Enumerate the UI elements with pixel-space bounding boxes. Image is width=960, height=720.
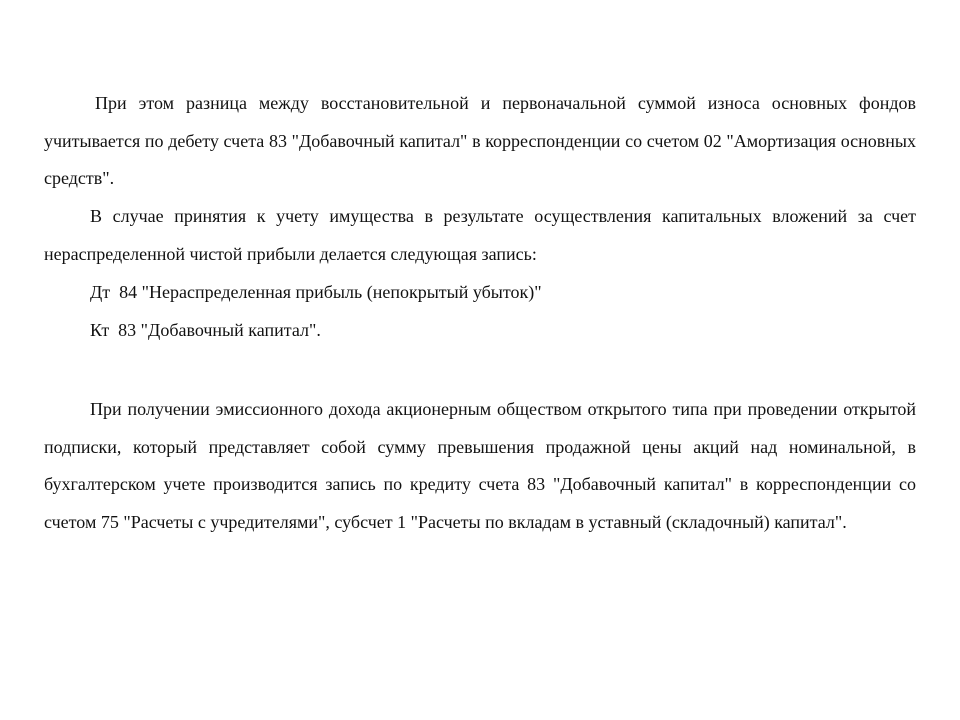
paragraph-emission-income: При получении эмиссионного дохода акционерным обществом открытого типа при проведении открытой подписки, который представляет собой сумму превышения продажной цены акций над номинальной, в бухгалтерском учете производится запись по кредиту счета 83 "Добавочный капитал" в корреспонденции со счетом 75 "Расчеты с учредителями", субсчет 1 "Расчеты по вкладам в уставный (складочный) капитал". <box>44 399 916 532</box>
accounting-entry-debit: Дт 84 "Нераспределенная прибыль (непокрытый убыток)" <box>90 282 542 302</box>
paragraph-capital-investments: В случае принятия к учету имущества в результате осуществления капитальных вложений за счет нераспределенной чистой прибыли делается следующая запись: <box>44 206 916 264</box>
paragraph-revaluation-difference: При этом разница между восстановительной и первоначальной суммой износа основных фондов учитывается по дебету счета 83 "Добавочный капитал" в корреспонденции со счетом 02 "Амортизация основных средств". <box>44 93 916 188</box>
accounting-entry-credit: Кт 83 "Добавочный капитал". <box>90 320 321 340</box>
